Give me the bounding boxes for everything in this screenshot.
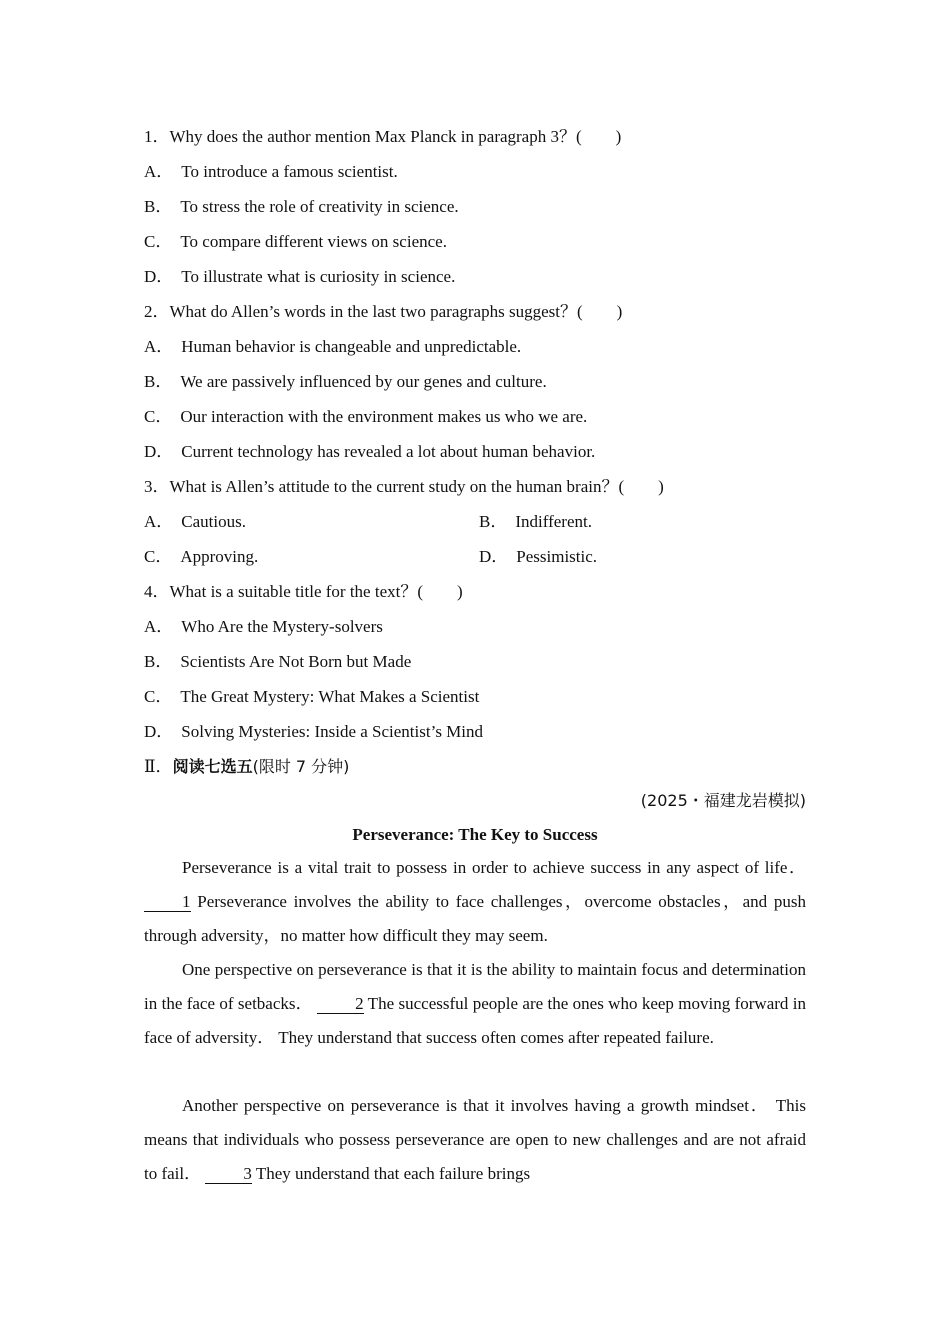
option-label: A． (144, 337, 174, 356)
option-label: C． (144, 687, 173, 706)
question-4-option-d (144, 722, 483, 742)
source-note: (2025・福建龙岩模拟) (640, 791, 806, 810)
question-1-option-c (144, 232, 447, 252)
question-2-option-d (144, 442, 595, 462)
passage-paragraph-2: One perspective on perseverance is that it is the ability to maintain focus and determination in the face of setbacks． 2 The successful people are the ones who keep moving forward in face of adversity． They understand that success often comes after repeated failure. (144, 960, 806, 1047)
question-4-option-b (144, 652, 411, 672)
question-number: 3． (144, 477, 170, 496)
question-number: 1． (144, 127, 170, 146)
option-text: Cautious. (181, 512, 246, 531)
option-text: Pessimistic. (516, 547, 598, 566)
option-label: B． (144, 372, 173, 391)
question-4-option-c (144, 687, 479, 707)
question-4-stem (144, 582, 463, 602)
option-text: To compare different views on science. (180, 232, 447, 251)
section-time-limit: (限时 7 分钟) (252, 757, 350, 776)
question-3-option-a (144, 512, 246, 532)
option-label: C． (144, 407, 173, 426)
question-2-option-c (144, 407, 587, 427)
question-3-option-d (479, 547, 597, 567)
option-text: Who Are the Mystery-solvers (181, 617, 383, 636)
question-number: 4． (144, 582, 170, 601)
option-text: We are passively influenced by our genes and culture. (180, 372, 547, 391)
question-3-option-c (144, 547, 258, 567)
option-text: Solving Mysteries: Inside a Scientist’s Mind (181, 722, 484, 741)
question-text: What is Allen’s attitude to the current study on the human brain？( ) (169, 477, 664, 496)
option-text: To illustrate what is curiosity in science. (181, 267, 456, 286)
option-text: Human behavior is changeable and unpredictable. (181, 337, 522, 356)
question-2-option-b (144, 372, 547, 392)
option-label: D． (144, 722, 174, 741)
option-text: Indifferent. (515, 512, 592, 531)
option-text: Scientists Are Not Born but Made (180, 652, 412, 671)
answer-blank-3[interactable]: 3 (205, 1165, 252, 1184)
option-text: Approving. (180, 547, 259, 566)
option-text: To stress the role of creativity in science. (180, 197, 459, 216)
question-1-option-b (144, 197, 459, 217)
question-2-stem (144, 302, 622, 322)
passage-paragraph-1: Perseverance is a vital trait to possess in order to achieve success in any aspect of life． 1 Perseverance involves the ability to face challenges，overcome obstacles，and push through adversity，no matter how difficult they may seem. (144, 858, 806, 945)
question-1-option-d (144, 267, 455, 287)
question-text: Why does the author mention Max Planck in paragraph 3？( ) (169, 127, 622, 146)
option-label: B． (479, 512, 508, 531)
section-heading (144, 757, 349, 777)
question-4-option-a (144, 617, 383, 637)
question-3-stem (144, 477, 664, 497)
section-title: 阅读七选五 (172, 757, 253, 776)
option-label: A． (144, 617, 174, 636)
question-number: 2． (144, 302, 170, 321)
option-label: A． (144, 162, 174, 181)
option-label: C． (144, 232, 173, 251)
option-label: B． (144, 652, 173, 671)
option-label: D． (479, 547, 509, 566)
option-label: D． (144, 442, 174, 461)
option-text: The Great Mystery: What Makes a Scientist (180, 687, 480, 706)
question-3-option-b (479, 512, 592, 532)
answer-blank-2[interactable]: 2 (317, 995, 364, 1014)
passage-paragraph-3: Another perspective on perseverance is that it involves having a growth mindset． This means that individuals who possess perseverance are open to new challenges and are not afraid to fail． 3 They understand that each failure brings (144, 1096, 806, 1183)
passage-title: Perseverance: The Key to Success (352, 825, 598, 844)
option-label: B． (144, 197, 173, 216)
option-label: A． (144, 512, 174, 531)
question-1-stem (144, 127, 621, 147)
option-label: D． (144, 267, 174, 286)
question-text: What is a suitable title for the text？( ) (169, 582, 463, 601)
question-1-option-a (144, 162, 398, 182)
section-roman: Ⅱ． (144, 757, 173, 776)
option-text: To introduce a famous scientist. (181, 162, 398, 181)
option-label: C． (144, 547, 173, 566)
option-text: Current technology has revealed a lot about human behavior. (181, 442, 596, 461)
answer-blank-1[interactable]: 1 (144, 893, 191, 912)
question-2-option-a (144, 337, 521, 357)
option-text: Our interaction with the environment makes us who we are. (180, 407, 588, 426)
question-text: What do Allen’s words in the last two paragraphs suggest？( ) (169, 302, 623, 321)
